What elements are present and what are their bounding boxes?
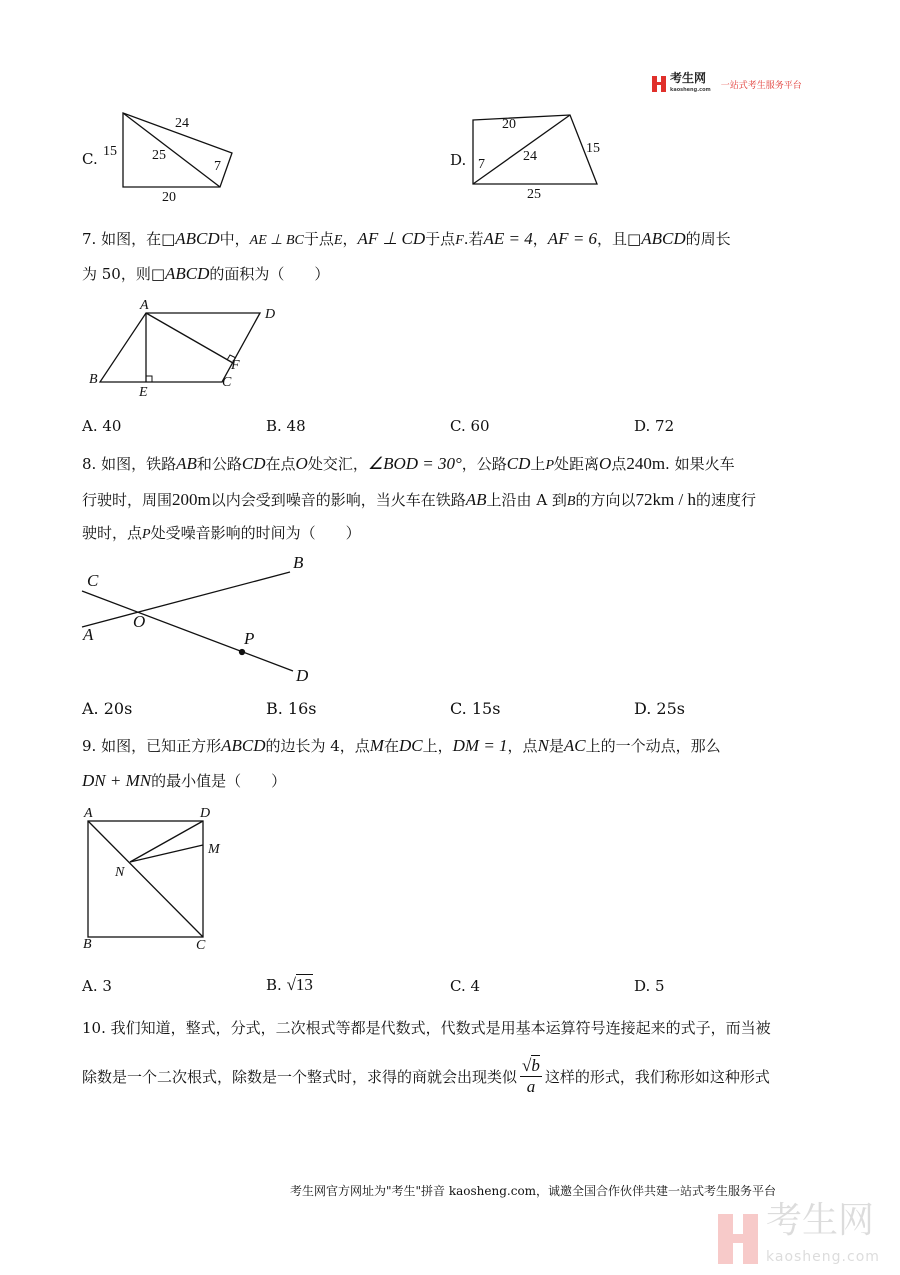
option-d-label: D. bbox=[450, 151, 467, 169]
q8-option-a: A. 20s bbox=[82, 699, 133, 718]
point-label: C bbox=[196, 938, 206, 953]
q9-line2: DN + MN的最小值是（ ） bbox=[82, 771, 287, 790]
q8-line3: 驶时，点P处受噪音影响的时间为（ ） bbox=[82, 524, 361, 542]
figure-q8-lines bbox=[82, 572, 293, 671]
q8-option-c: C. 15s bbox=[450, 699, 501, 718]
watermark-icon bbox=[718, 1214, 758, 1264]
side-label: 15 bbox=[103, 144, 117, 159]
fraction: $\frac{√b}{a}$ bbox=[522, 1056, 540, 1096]
option-c-label: C. bbox=[82, 150, 98, 168]
watermark-logo: 考生网 kaosheng.com bbox=[718, 1203, 880, 1275]
q8-line1: 8. 如图，铁路AB和公路CD在点O处交汇，∠BOD = 30°，公路CD上P处距离O点240m. 如果火车 bbox=[82, 454, 735, 473]
q7-option-c: C. 60 bbox=[450, 417, 490, 435]
q7-option-d: D. 72 bbox=[634, 417, 675, 435]
footer-text: 考生网官方网址为"考生"拼音 kaosheng.com，诚邀全国合作伙伴共建一站式考生服务平台 bbox=[290, 1184, 777, 1198]
q9-option-c: C. 4 bbox=[450, 977, 481, 995]
point-label: D bbox=[200, 806, 211, 821]
point-label: E bbox=[139, 385, 148, 400]
point-label: C bbox=[87, 571, 99, 590]
header-slogan: 一站式考生服务平台 bbox=[720, 80, 802, 91]
point-label: B bbox=[293, 553, 304, 572]
q9-option-b: B. √13 bbox=[266, 975, 313, 994]
point-label: A bbox=[140, 298, 149, 313]
point-label: A bbox=[83, 625, 94, 644]
q9-option-a: A. 3 bbox=[82, 977, 112, 995]
q10-line1: 10. 我们知道，整式，分式，二次根式等都是代数式，代数式是用基本运算符号连接起来的式子，而当被 bbox=[82, 1019, 771, 1037]
q7-line1: 7. 如图，在□ABCD中，AE ⊥ BC于点E，AF ⊥ CD于点F.若AE = 4，AF = 6，且□ABCD的周长 bbox=[82, 229, 731, 248]
q8-option-b: B. 16s bbox=[266, 699, 317, 718]
point-label: N bbox=[115, 865, 125, 880]
q9-line1: 9. 如图，已知正方形ABCD的边长为 4，点M在DC上，DM = 1，点N是AC上的一个动点，那么 bbox=[82, 736, 721, 755]
point-label: A bbox=[84, 806, 93, 821]
logo-name: 考生网 kaosheng.com bbox=[670, 71, 711, 93]
side-label: 20 bbox=[502, 117, 516, 132]
point-label: D bbox=[265, 307, 276, 322]
point-label: M bbox=[208, 842, 220, 857]
q9-option-d: D. 5 bbox=[634, 977, 665, 995]
side-label: 7 bbox=[214, 159, 221, 174]
point-label: D bbox=[296, 666, 309, 685]
side-label: 24 bbox=[175, 116, 189, 131]
side-label: 20 bbox=[162, 190, 176, 205]
side-label: 15 bbox=[586, 141, 600, 156]
point-label: P bbox=[244, 629, 255, 648]
side-label: 24 bbox=[523, 149, 537, 164]
side-label: 25 bbox=[152, 148, 166, 163]
figure-q9-square bbox=[88, 821, 203, 937]
q7-line2: 为 50，则□ABCD的面积为（ ） bbox=[82, 264, 330, 283]
q8-line2: 行驶时，周围200m以内会受到噪音的影响，当火车在铁路AB上沿由 A 到B的方向以72km / h的速度行 bbox=[82, 490, 756, 509]
side-label: 25 bbox=[527, 187, 541, 202]
point-label: C bbox=[222, 375, 232, 390]
q10-line2: 除数是一个二次根式，除数是一个整式时，求得的商就会出现类似 $\frac{√b}{a}$ 这样的形式，我们称形如这种形式 bbox=[82, 1056, 770, 1096]
side-label: 7 bbox=[478, 157, 485, 172]
point-label: O bbox=[133, 612, 146, 631]
q7-option-b: B. 48 bbox=[266, 417, 306, 435]
point-label: B bbox=[89, 372, 98, 387]
point-label: B bbox=[83, 937, 92, 952]
q7-option-a: A. 40 bbox=[82, 417, 122, 435]
q8-option-d: D. 25s bbox=[634, 699, 685, 718]
point-label: F bbox=[231, 358, 240, 373]
